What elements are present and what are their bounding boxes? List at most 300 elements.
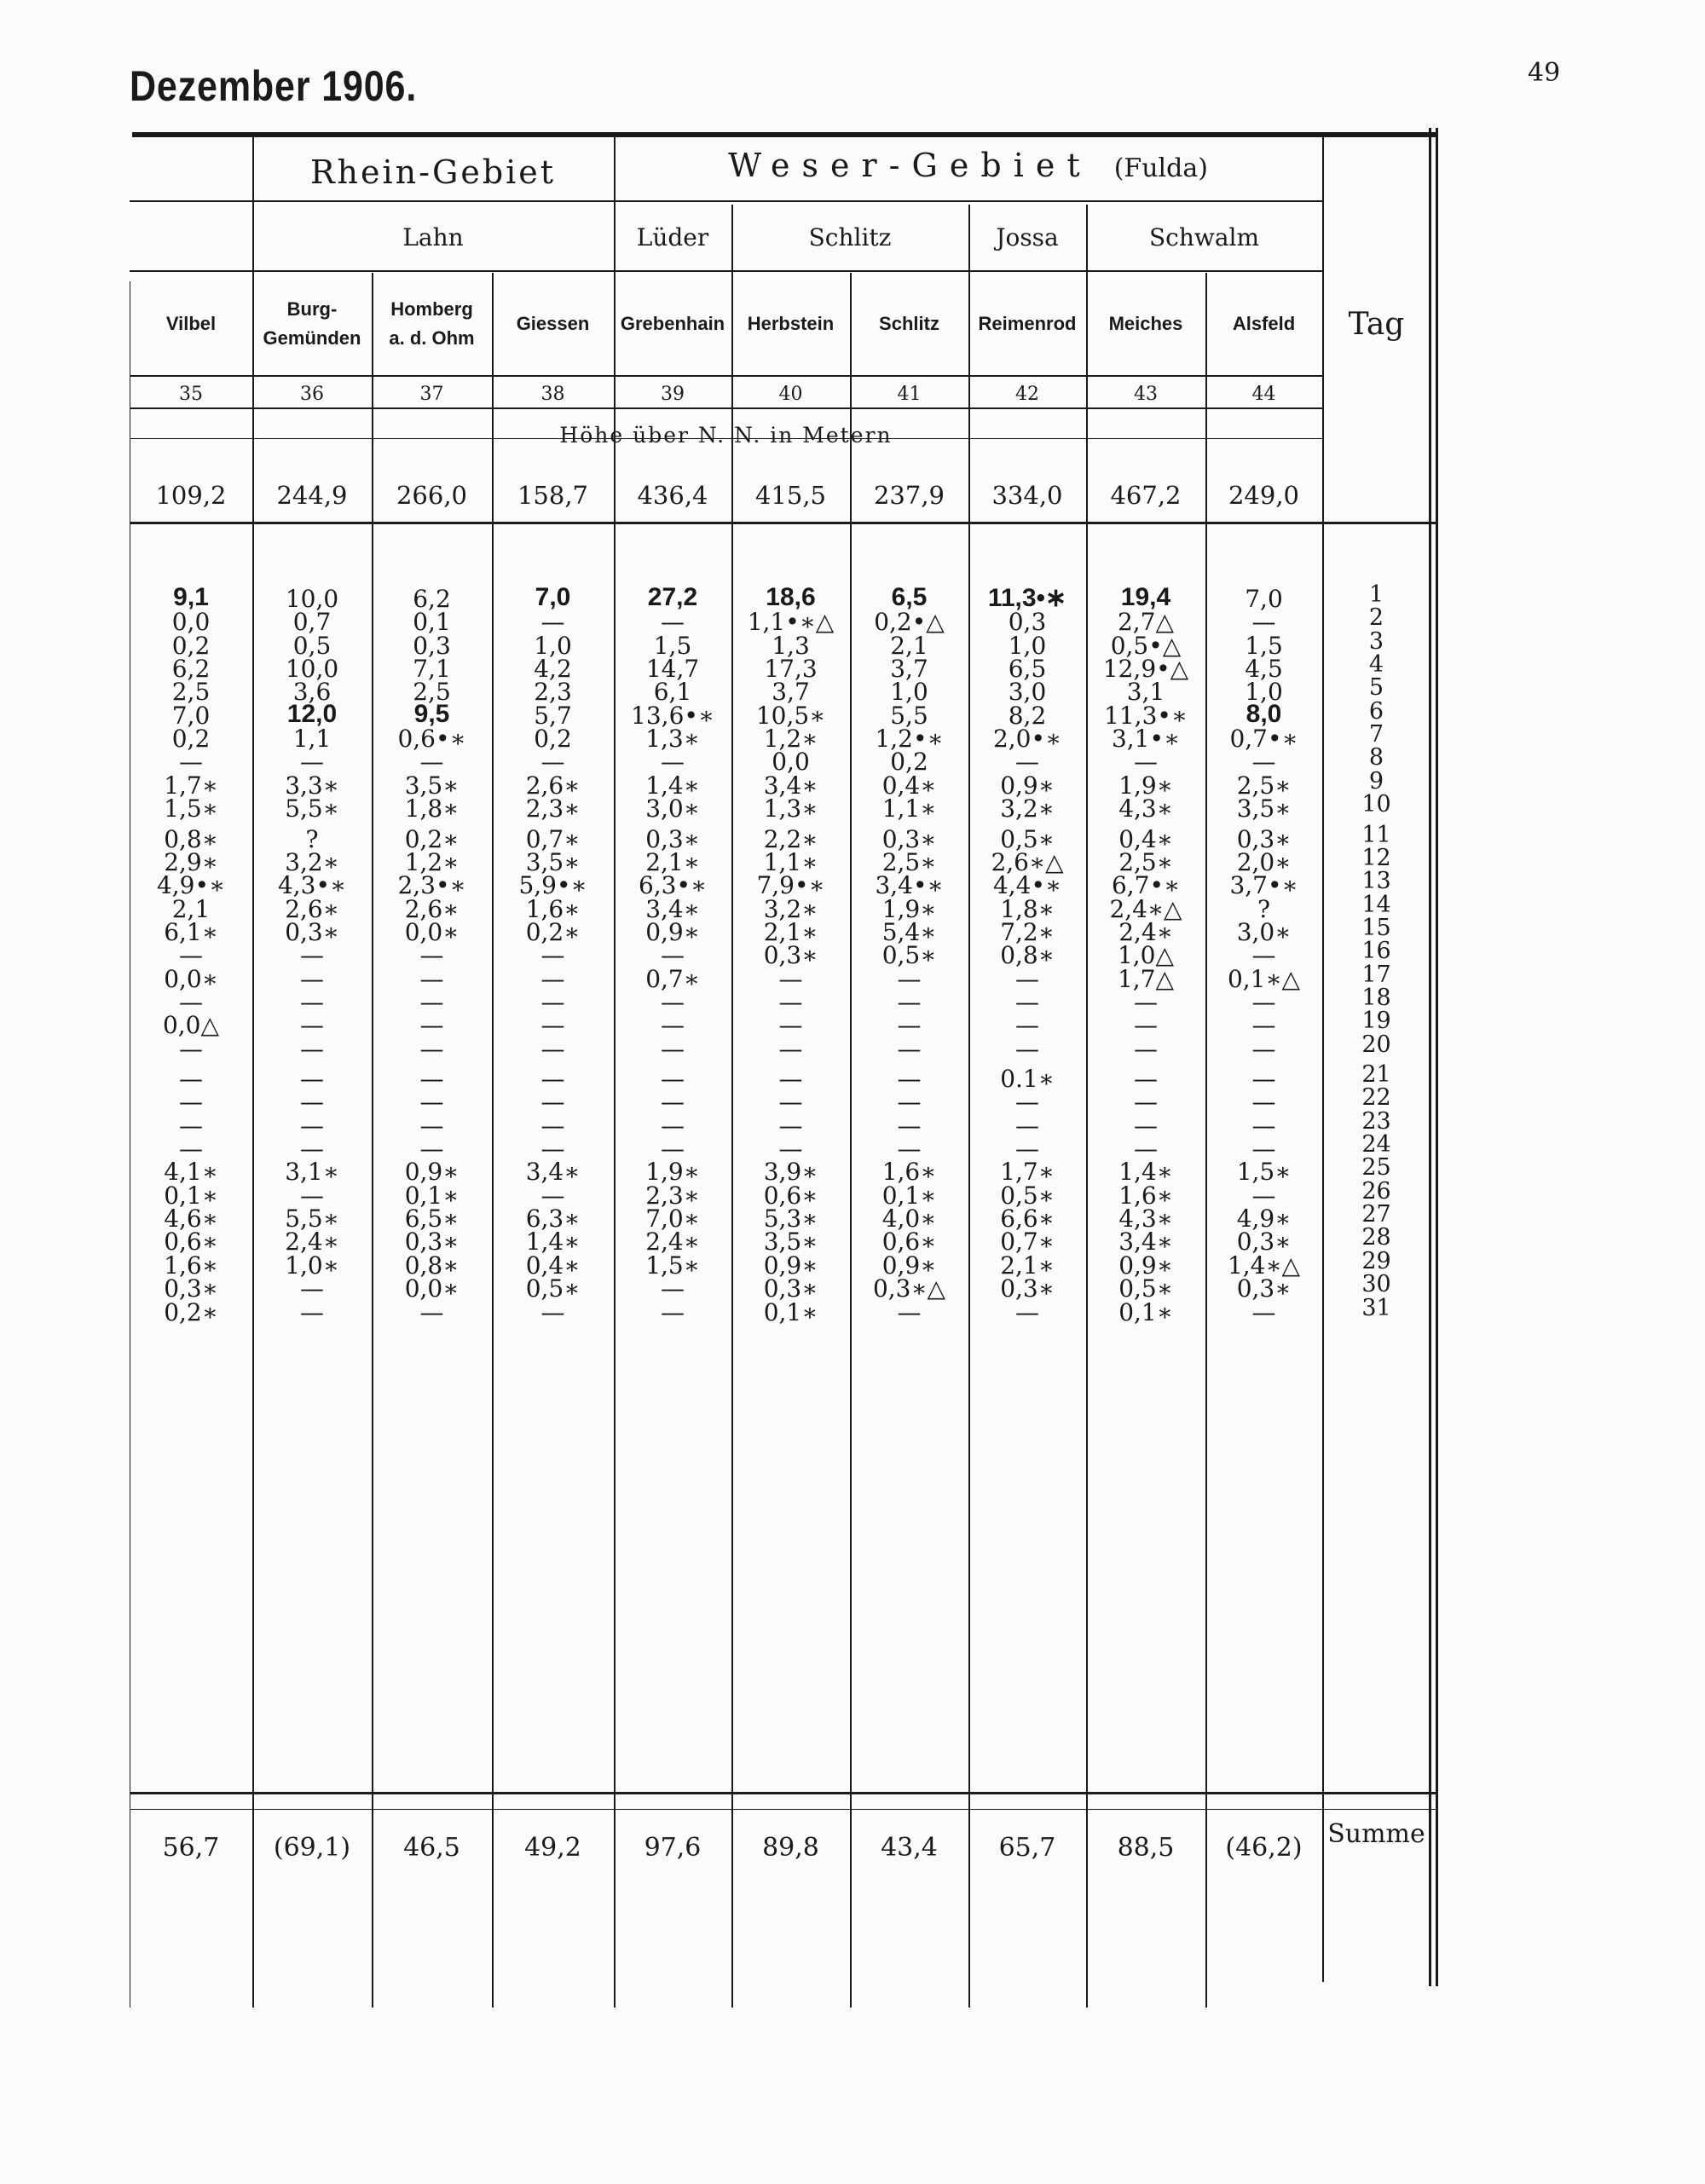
river-label: Jossa: [996, 223, 1059, 251]
table-cell: 0,1∗: [164, 1181, 218, 1210]
table-cell: 1,1: [292, 725, 332, 754]
day-number: 10: [1361, 791, 1391, 818]
table-cell: —: [661, 1297, 685, 1326]
table-cell: 0,2: [171, 631, 211, 660]
station-name: [968, 277, 1086, 371]
table-cell: 11,3•∗: [987, 584, 1067, 612]
table-cell: 7,0: [535, 583, 571, 611]
table-cell: 4,0∗: [881, 1205, 937, 1234]
table-cell: —: [300, 748, 324, 777]
table-cell: 1,6∗: [881, 1158, 937, 1187]
table-cell: —: [540, 1034, 565, 1063]
day-number: 18: [1361, 984, 1391, 1011]
station-name: [614, 277, 731, 371]
table-cell: 0,2∗: [525, 917, 581, 946]
table-cell: —: [897, 987, 922, 1016]
table-cell: 0,0∗: [404, 917, 459, 946]
day-number: 1: [1368, 581, 1384, 608]
table-cell: 1,0: [534, 631, 572, 660]
table-cell: 0,5∗: [1000, 824, 1055, 853]
station-name: [252, 277, 372, 371]
day-number: 27: [1361, 1201, 1391, 1228]
table-cell: —: [300, 1034, 324, 1063]
table-cell: 10,0: [285, 585, 339, 613]
table-cell: —: [179, 1088, 203, 1117]
table-cell: 3,5∗: [1236, 794, 1292, 823]
table-cell: 7,0∗: [645, 1205, 700, 1234]
table-cell: 0,3∗: [881, 824, 937, 853]
table-cell: 9,1: [173, 583, 209, 611]
station-number: 40: [778, 384, 803, 405]
table-cell: 27,2: [647, 583, 698, 611]
table-cell: —: [661, 987, 685, 1016]
table-cell: —: [419, 1297, 444, 1326]
table-cell: —: [300, 1135, 324, 1164]
table-cell: 1,1•∗△: [747, 608, 835, 637]
table-cell: 2,4∗: [285, 1228, 339, 1257]
table-cell: 0,6∗: [763, 1181, 818, 1210]
table-cell: ?: [1257, 894, 1270, 923]
table-cell: 0,0△: [162, 1011, 220, 1040]
station-number: 35: [179, 384, 203, 405]
table-cell: 2,6∗: [525, 771, 581, 800]
table-cell: 3,7: [772, 678, 810, 707]
table-cell: 7,9•∗: [756, 871, 825, 900]
table-cell: 3,4∗: [1118, 1228, 1173, 1257]
table-cell: 3,0∗: [645, 794, 700, 823]
page-title: Dezember 1906.: [130, 62, 418, 110]
table-cell: —: [540, 1065, 565, 1093]
table-cell: 4,3•∗: [277, 871, 347, 900]
table-cell: 7,1: [413, 655, 451, 684]
table-cell: —: [1251, 1011, 1276, 1040]
table-cell: —: [540, 1088, 565, 1117]
table-cell: —: [897, 964, 922, 993]
table-cell: 2,4∗: [645, 1228, 700, 1257]
region-weser-sub: (Fulda): [1113, 153, 1208, 183]
table-cell: —: [179, 941, 203, 970]
table-cell: 1,2•∗: [875, 725, 944, 754]
table-cell: 1,5∗: [1236, 1158, 1292, 1187]
table-cell: 0,8∗: [164, 824, 218, 853]
table-cell: 0,5∗: [525, 1274, 581, 1303]
table-cell: 8,0: [1246, 699, 1282, 728]
table-cell: 0,5∗: [881, 941, 937, 970]
table-cell: 0,3∗: [285, 917, 339, 946]
table-cell: —: [540, 1297, 565, 1326]
table-cell: 0,9∗: [881, 1251, 937, 1280]
table-cell: 0,9∗: [645, 917, 700, 946]
table-cell: —: [661, 1011, 685, 1040]
table-cell: 4,3∗: [1118, 1205, 1173, 1234]
table-cell: 8,2: [1008, 701, 1047, 730]
table-cell: 1,5: [653, 631, 692, 660]
table-cell: 3,5∗: [525, 847, 581, 876]
table-cell: 0,1∗: [404, 1181, 459, 1210]
table-cell: 1,7∗: [1000, 1158, 1055, 1187]
day-number: 14: [1361, 891, 1391, 918]
table-cell: —: [661, 1111, 685, 1140]
day-number: 4: [1368, 651, 1384, 679]
table-cell: 0,1∗: [881, 1181, 937, 1210]
table-cell: 3,6: [292, 678, 332, 707]
table-cell: 1,6∗: [1118, 1181, 1173, 1210]
table-cell: 0,2: [171, 725, 211, 754]
table-cell: 6,1: [653, 678, 692, 707]
table-cell: 7,0: [171, 701, 211, 730]
table-cell: —: [179, 1111, 203, 1140]
day-number: 21: [1361, 1061, 1391, 1088]
table-cell: —: [778, 1111, 803, 1140]
table-cell: 6,1∗: [164, 917, 218, 946]
table-cell: —: [300, 987, 324, 1016]
table-cell: 0,0: [772, 748, 810, 777]
table-cell: ?: [305, 824, 319, 853]
table-cell: 6,5∗: [404, 1205, 459, 1234]
table-cell: —: [1251, 987, 1276, 1016]
day-number: 8: [1368, 744, 1384, 771]
table-cell: 6,3∗: [525, 1205, 581, 1234]
station-altitude: 109,2: [155, 481, 227, 510]
summe-cell: (46,2): [1225, 1833, 1303, 1863]
station-name-text: Schlitz: [879, 313, 939, 334]
table-cell: —: [1134, 1088, 1158, 1117]
table-cell: —: [300, 941, 324, 970]
summe-cell: 97,6: [644, 1833, 702, 1863]
table-cell: —: [661, 941, 685, 970]
table-cell: 3,4∗: [645, 894, 700, 923]
table-cell: —: [897, 1135, 922, 1164]
table-cell: 3,5∗: [404, 771, 459, 800]
table-cell: —: [778, 1034, 803, 1063]
day-number: 25: [1361, 1154, 1391, 1182]
rule-line: [130, 522, 1436, 524]
table-cell: 0,4∗: [1118, 824, 1173, 853]
rule-line: [130, 375, 1322, 377]
table-cell: —: [179, 1065, 203, 1093]
table-cell: —: [1134, 1135, 1158, 1164]
table-cell: —: [661, 1034, 685, 1063]
summe-cell: 88,5: [1117, 1833, 1175, 1863]
table-cell: 6,5: [891, 583, 928, 611]
table-cell: 0,3∗: [1236, 1274, 1292, 1303]
summe-cell: 49,2: [524, 1833, 581, 1863]
table-cell: —: [300, 1088, 324, 1117]
river-label: Schwalm: [1148, 223, 1260, 251]
table-cell: 0,0∗: [404, 1274, 459, 1303]
table-cell: —: [419, 964, 444, 993]
day-number: 6: [1368, 697, 1384, 725]
table-cell: 1,4∗△: [1227, 1251, 1301, 1280]
station-name: [1086, 277, 1205, 371]
day-number: 9: [1368, 767, 1384, 794]
table-cell: 2,3•∗: [397, 871, 466, 900]
station-number: 41: [897, 384, 922, 405]
day-number: 5: [1368, 674, 1384, 702]
table-cell: —: [540, 941, 565, 970]
rule-line: [132, 132, 1436, 137]
station-name: [130, 277, 252, 371]
table-cell: 0,2: [890, 748, 928, 777]
table-cell: 1,5: [1245, 631, 1283, 660]
table-cell: 0,8∗: [404, 1251, 459, 1280]
table-cell: 5,5∗: [285, 794, 339, 823]
rule-line: [130, 1809, 1436, 1810]
station-name: [1205, 277, 1322, 371]
day-number: 3: [1368, 627, 1384, 655]
table-cell: —: [1015, 1135, 1039, 1164]
table-cell: —: [778, 964, 803, 993]
station-name-text: Homberg a. d. Ohm: [389, 298, 475, 349]
table-cell: 0,7∗: [1000, 1228, 1055, 1257]
station-name: [372, 277, 492, 371]
river-label: Lüder: [636, 223, 709, 251]
table-cell: 2,3: [534, 678, 572, 707]
table-cell: 1,0△: [1117, 941, 1175, 970]
station-name-text: Grebenhain: [620, 313, 725, 334]
rule-line: [130, 407, 1322, 409]
table-cell: —: [300, 1111, 324, 1140]
table-cell: 0,0: [171, 608, 211, 637]
table-cell: 0,3∗: [763, 1274, 818, 1303]
table-cell: 5,3∗: [763, 1205, 818, 1234]
table-cell: —: [540, 1011, 565, 1040]
table-cell: 1,7∗: [164, 771, 218, 800]
table-cell: —: [179, 987, 203, 1016]
table-cell: 4,9•∗: [156, 871, 226, 900]
table-cell: 0,2∗: [404, 824, 459, 853]
table-cell: 0.1∗: [1000, 1065, 1055, 1093]
table-cell: 6,2: [413, 585, 451, 613]
table-cell: —: [540, 1181, 565, 1210]
table-cell: 2,5∗: [1118, 847, 1173, 876]
table-cell: 2,5∗: [881, 847, 937, 876]
table-cell: 1,3: [772, 631, 810, 660]
summe-cell: 65,7: [998, 1833, 1056, 1863]
table-cell: —: [1015, 748, 1039, 777]
table-cell: 0,5•△: [1110, 631, 1182, 660]
station-number: 43: [1134, 384, 1158, 405]
table-cell: —: [179, 1135, 203, 1164]
day-number: 2: [1368, 604, 1384, 632]
table-cell: 5,9•∗: [518, 871, 587, 900]
table-cell: 3,4∗: [525, 1158, 581, 1187]
table-cell: —: [1251, 1135, 1276, 1164]
table-cell: —: [179, 1034, 203, 1063]
river-label: Schlitz: [808, 223, 892, 251]
table-cell: —: [1015, 964, 1039, 993]
table-cell: 5,4∗: [881, 917, 937, 946]
table-cell: 3,0: [1008, 678, 1047, 707]
table-cell: 10,5∗: [755, 701, 826, 730]
table-cell: —: [300, 1297, 324, 1326]
table-cell: 0,3: [1008, 608, 1047, 637]
table-cell: 3,5∗: [763, 1228, 818, 1257]
table-cell: 1,3∗: [645, 725, 700, 754]
table-cell: —: [300, 1065, 324, 1093]
table-cell: 0,1∗: [763, 1297, 818, 1326]
summe-cell: 46,5: [403, 1833, 460, 1863]
summe-cell: (69,1): [273, 1833, 351, 1863]
table-cell: 6,6∗: [1000, 1205, 1055, 1234]
table-cell: 2,7△: [1117, 608, 1175, 637]
table-cell: —: [1134, 1111, 1158, 1140]
table-cell: 17,3: [764, 655, 818, 684]
table-cell: 0,3∗: [1000, 1274, 1055, 1303]
table-cell: 0,2•△: [874, 608, 945, 637]
table-cell: 1,6∗: [164, 1251, 218, 1280]
table-cell: —: [540, 964, 565, 993]
altitude-heading: Höhe über N. N. in Metern: [559, 423, 893, 448]
day-number: 16: [1361, 938, 1391, 965]
table-cell: 6,5: [1008, 655, 1047, 684]
table-cell: —: [1251, 1034, 1276, 1063]
table-cell: 1,0: [890, 678, 928, 707]
station-altitude: 334,0: [991, 481, 1063, 510]
table-cell: —: [897, 1011, 922, 1040]
table-cell: 3,7•∗: [1229, 871, 1298, 900]
table-cell: 1,1∗: [763, 847, 818, 876]
day-number: 20: [1361, 1031, 1391, 1058]
table-cell: 0,3∗: [164, 1274, 218, 1303]
table-cell: 4,9∗: [1236, 1205, 1292, 1234]
tag-heading: Tag: [1348, 307, 1405, 342]
table-cell: —: [661, 748, 685, 777]
table-cell: —: [1251, 1065, 1276, 1093]
table-cell: 1,6∗: [525, 894, 581, 923]
day-number: 11: [1361, 821, 1391, 848]
table-cell: —: [1134, 987, 1158, 1016]
table-cell: 0,1: [413, 608, 451, 637]
table-cell: 3,1•∗: [1111, 725, 1181, 754]
table-cell: —: [540, 987, 565, 1016]
summe-cell: 43,4: [881, 1833, 938, 1863]
table-cell: 3,1: [1126, 678, 1165, 707]
table-cell: 2,1∗: [1000, 1251, 1055, 1280]
table-cell: 1,9∗: [1118, 771, 1173, 800]
station-number: 42: [1015, 384, 1039, 405]
station-name-text: Reimenrod: [978, 313, 1077, 334]
table-cell: —: [1251, 941, 1276, 970]
station-name: [492, 277, 614, 371]
table-cell: 2,9∗: [164, 847, 218, 876]
table-cell: —: [419, 1111, 444, 1140]
table-cell: —: [1015, 1011, 1039, 1040]
table-cell: 18,6: [766, 583, 816, 611]
table-cell: 2,6∗: [404, 894, 459, 923]
table-cell: 0,4∗: [525, 1251, 581, 1280]
table-cell: —: [778, 987, 803, 1016]
day-number: 29: [1361, 1247, 1391, 1274]
rule-line: [130, 1792, 1436, 1794]
table-cell: 2,0•∗: [992, 725, 1062, 754]
table-cell: —: [1134, 1065, 1158, 1093]
table-cell: 2,1: [890, 631, 928, 660]
table-cell: 0,6∗: [881, 1228, 937, 1257]
column-line: [1436, 128, 1438, 1986]
rule-line: [130, 200, 1322, 202]
day-number: 12: [1361, 844, 1391, 871]
table-cell: 4,5: [1245, 655, 1283, 684]
table-cell: 1,4∗: [645, 771, 700, 800]
table-cell: 3,9∗: [763, 1158, 818, 1187]
station-number: 36: [300, 384, 324, 405]
table-cell: —: [419, 748, 444, 777]
table-cell: 1,5∗: [164, 794, 218, 823]
table-cell: 0,5∗: [1118, 1274, 1173, 1303]
station-altitude: 415,5: [754, 481, 827, 510]
table-cell: 2,0∗: [1236, 847, 1292, 876]
table-cell: 0,2∗: [164, 1297, 218, 1326]
table-cell: 0,7: [292, 608, 332, 637]
table-cell: 2,1∗: [645, 847, 700, 876]
table-cell: —: [1015, 1297, 1039, 1326]
day-number: 28: [1361, 1224, 1391, 1251]
table-cell: —: [778, 1011, 803, 1040]
region-rhein-label: Rhein-Gebiet: [309, 153, 557, 191]
table-cell: 4,6∗: [164, 1205, 218, 1234]
table-cell: —: [419, 1135, 444, 1164]
table-cell: —: [661, 1274, 685, 1303]
table-cell: 5,5: [890, 701, 928, 730]
table-cell: 1,0: [1008, 631, 1047, 660]
table-cell: 1,3∗: [763, 794, 818, 823]
table-cell: —: [1134, 1011, 1158, 1040]
station-altitude: 266,0: [396, 481, 468, 510]
table-cell: 0,3∗: [645, 824, 700, 853]
table-cell: 1,2∗: [404, 847, 459, 876]
table-cell: —: [1015, 1088, 1039, 1117]
summe-cell: 89,8: [762, 1833, 819, 1863]
table-cell: —: [897, 1111, 922, 1140]
table-cell: —: [897, 1065, 922, 1093]
table-cell: 0,9∗: [404, 1158, 459, 1187]
table-cell: 0,3∗: [1236, 824, 1292, 853]
table-cell: 3,7: [890, 655, 928, 684]
table-cell: —: [897, 1297, 922, 1326]
table-cell: 19,4: [1120, 583, 1171, 611]
summe-cell: 56,7: [162, 1833, 220, 1863]
table-cell: 2,3∗: [525, 794, 581, 823]
day-number: 19: [1361, 1008, 1391, 1035]
table-cell: —: [540, 1111, 565, 1140]
river-label: Lahn: [402, 223, 464, 251]
table-cell: 5,7: [534, 701, 572, 730]
table-cell: 4,4•∗: [992, 871, 1062, 900]
day-number: 17: [1361, 961, 1391, 988]
table-cell: 1,8∗: [1000, 894, 1055, 923]
day-number: 23: [1361, 1107, 1391, 1135]
table-cell: 3,1∗: [285, 1158, 339, 1187]
station-name-text: Herbstein: [747, 313, 835, 334]
table-cell: 4,2: [534, 655, 572, 684]
region-weser-name: Weser-Gebiet: [728, 147, 1114, 184]
table-cell: 7,0: [1245, 585, 1283, 613]
table-cell: —: [1015, 1034, 1039, 1063]
table-cell: 0,6•∗: [397, 725, 466, 754]
table-cell: 0,5∗: [1000, 1181, 1055, 1210]
table-cell: 0,0∗: [164, 964, 218, 993]
station-name-text: Burg- Gemünden: [263, 298, 361, 349]
station-altitude: 158,7: [517, 481, 589, 510]
table-cell: —: [300, 1181, 324, 1210]
table-cell: 1,4∗: [1118, 1158, 1173, 1187]
table-cell: —: [300, 1011, 324, 1040]
table-cell: 1,2∗: [763, 725, 818, 754]
table-cell: 1,0: [1245, 678, 1283, 707]
table-cell: 1,9∗: [881, 894, 937, 923]
table-cell: —: [540, 748, 565, 777]
